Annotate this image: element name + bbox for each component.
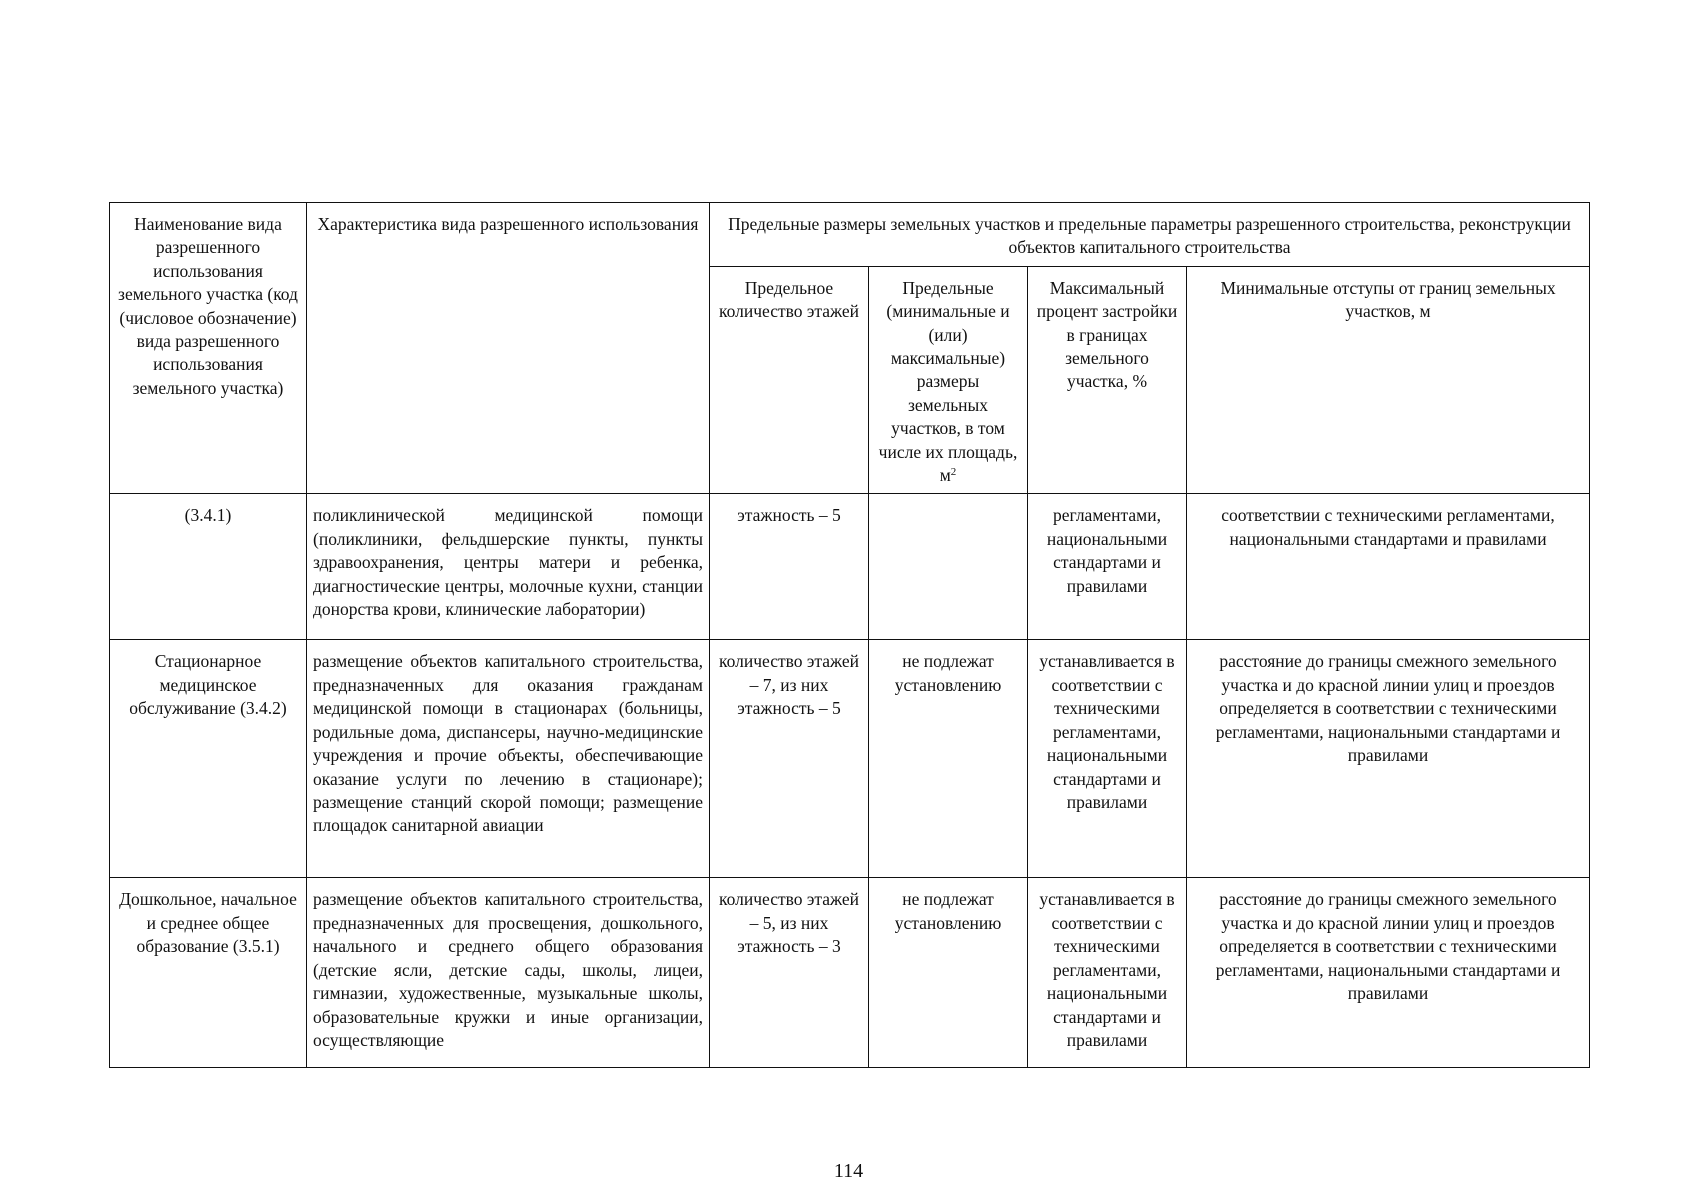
- cell-coverage: регламентами, национальными стандартами и правилами: [1028, 494, 1187, 640]
- header-limits: Предельные размеры земельных участков и предельные параметры разрешенного строительства, реконструкции объектов капитального строительства: [710, 203, 1590, 267]
- cell-setbacks: расстояние до границы смежного земельного участка и до красной линии улиц и проездов определяется в соответствии с техническими регламентами, национальными стандартами и правилами: [1187, 878, 1590, 1068]
- page-number: 114: [833, 1160, 864, 1182]
- cell-floors: количество этажей – 7, из них этажность – 5: [710, 640, 869, 878]
- cell-floors: количество этажей – 5, из них этажность – 3: [710, 878, 869, 1068]
- header-area: [869, 266, 1028, 494]
- header-characteristic: Характеристика вида разрешенного использования: [307, 203, 710, 494]
- cell-area: не подлежат установлению: [869, 640, 1028, 878]
- table-row: [110, 878, 1590, 1068]
- cell-area: не подлежат установлению: [869, 878, 1028, 1068]
- header-row-top: [110, 203, 1590, 267]
- cell-coverage: устанавливается в соответствии с техническими регламентами, национальными стандартами и правилами: [1028, 640, 1187, 878]
- table-row: [110, 494, 1590, 640]
- cell-setbacks: соответствии с техническими регламентами, национальными стандартами и правилами: [1187, 494, 1590, 640]
- header-floors: Предельное количество этажей: [710, 266, 869, 494]
- header-coverage: Максимальный процент застройки в границах земельного участка, %: [1028, 266, 1187, 494]
- cell-characteristic: размещение объектов капитального строительства, предназначенных для оказания гражданам медицинской помощи в стационарах (больницы, родильные дома, диспансеры, научно-медицинские учреждения и прочие объекты, обеспечивающие оказание услуги по лечению в стационаре); размещение станций скорой помощи; размещение площадок санитарной авиации: [307, 640, 710, 878]
- cell-coverage: устанавливается в соответствии с техническими регламентами, национальными стандартами и правилами: [1028, 878, 1187, 1068]
- header-area-superscript: 2: [950, 466, 957, 479]
- cell-name: (3.4.1): [110, 494, 307, 640]
- cell-name: Стационарное медицинское обслуживание (3.4.2): [110, 640, 307, 878]
- cell-name: Дошкольное, начальное и среднее общее образование (3.5.1): [110, 878, 307, 1068]
- header-area-text: Предельные (минимальные и (или) максимальные) размеры земельных участков, в том числе их площадь, м: [878, 277, 1018, 486]
- cell-setbacks: расстояние до границы смежного земельного участка и до красной линии улиц и проездов определяется в соответствии с техническими регламентами, национальными стандартами и правилами: [1187, 640, 1590, 878]
- cell-characteristic: поликлинической медицинской помощи (поликлиники, фельдшерские пункты, пункты здравоохранения, центры матери и ребенка, диагностические центры, молочные кухни, станции донорства крови, клинические лаборатории): [307, 494, 710, 640]
- cell-area: [869, 494, 1028, 640]
- cell-characteristic: размещение объектов капитального строительства, предназначенных для просвещения, дошкольного, начального и среднего общего образования (детские ясли, детские сады, школы, лицеи, гимназии, художественные, музыкальные школы, образовательные кружки и иные организации, осуществляющие: [307, 878, 710, 1068]
- table-row: [110, 640, 1590, 878]
- regulations-table: [109, 202, 1590, 1068]
- cell-floors: этажность – 5: [710, 494, 869, 640]
- header-name: Наименование вида разрешенного использования земельного участка (код (числовое обозначение) вида разрешенного использования земельного участка): [110, 203, 307, 494]
- header-setbacks: Минимальные отступы от границ земельных участков, м: [1187, 266, 1590, 494]
